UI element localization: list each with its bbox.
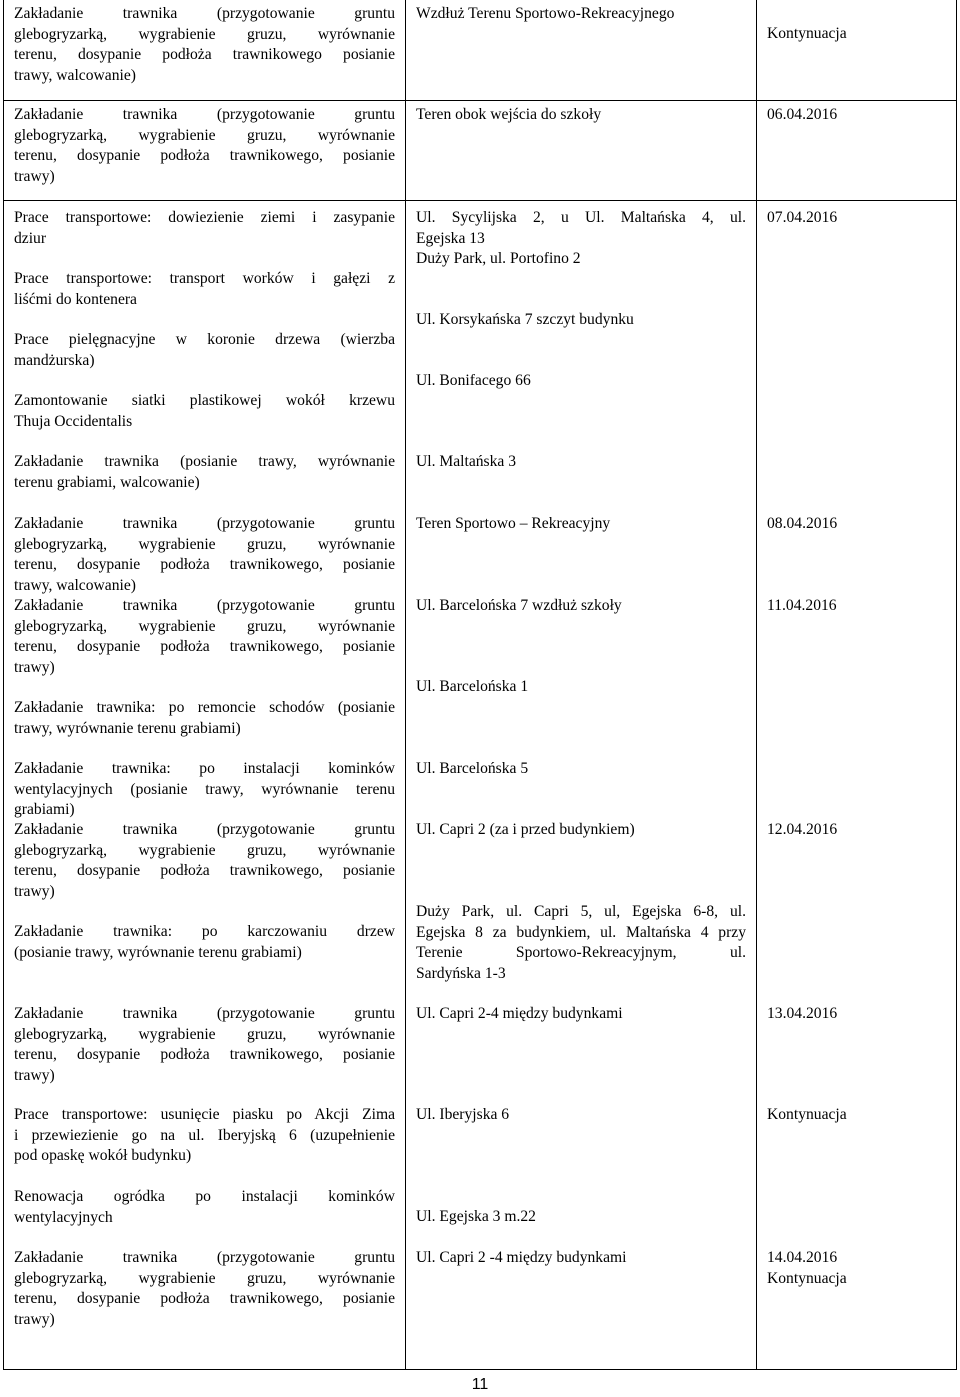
date-cell [767,596,947,617]
location-line: Ul. Barcelońska 7 wzdłuż szkoły [416,597,622,614]
task-line: wentylacyjnych [14,1208,113,1226]
table-border-col2 [756,0,757,1370]
task-cell [14,4,395,86]
date-text: Kontynuacja [767,1106,847,1123]
task-cell [14,208,395,249]
location-cell [416,820,746,841]
task-cell [14,922,395,963]
date-text: 06.04.2016 [767,106,838,123]
location-line: Egejska 8 za budynkiem, ul. Maltańska 4 przy [416,923,746,941]
task-cell [14,1248,395,1330]
date-text: 14.04.2016 [767,1249,838,1266]
task-line: pod opaskę wokół budynku) [14,1147,192,1164]
location-line: Teren obok wejścia do szkoły [416,106,602,123]
task-cell [14,698,395,739]
location-cell [416,1105,746,1126]
date-text: 11.04.2016 [767,597,837,614]
task-line: terenu, dosypanie podłoża trawnikowego, posianie [14,862,395,879]
task-cell [14,1004,395,1086]
task-line: glebogryzarką, wygrabienie gruzu, wyrównanie [14,617,395,635]
task-line: i przewiezienie go na ul. Iberyjską 6 (uzupełnienie [14,1126,395,1144]
task-line: Zakładanie trawnika (przygotowanie gruntu [14,1005,395,1022]
task-line: terenu, dosypanie podłoża trawnikowego, posianie [14,556,395,573]
task-cell [14,105,395,187]
location-line: Terenie Sportowo-Rekreacyjnym, ul. [416,944,746,961]
page-number: 11 [471,1376,489,1393]
date-cell [767,514,947,535]
task-line: Zakładanie trawnika: po remoncie schodów (posianie [14,699,395,716]
date-text: Kontynuacja [767,25,847,42]
task-cell [14,1105,395,1167]
task-line: Zakładanie trawnika (przygotowanie gruntu [14,106,395,123]
location-line: Ul. Sycylijska 2, u Ul. Maltańska 4, ul. [416,209,746,226]
task-line: Zakładanie trawnika (posianie trawy, wyrównanie [14,453,395,470]
task-line: glebogryzarką, wygrabienie gruzu, wyrównanie [14,1269,395,1287]
location-line: Ul. Iberyjska 6 [416,1106,510,1123]
date-cell [767,105,947,126]
task-line: trawy) [14,882,55,900]
date-text: 08.04.2016 [767,515,838,532]
location-line: Sardyńska 1-3 [416,964,506,982]
date-text: 12.04.2016 [767,821,838,838]
task-line: mandżurska) [14,351,95,369]
task-line: Zakładanie trawnika: po instalacji kominków [14,760,395,777]
task-line: Zakładanie trawnika (przygotowanie gruntu [14,515,395,532]
task-cell [14,596,395,678]
task-line: Prace transportowe: dowiezienie ziemi i zasypanie [14,209,395,226]
task-line: terenu, dosypanie podłoża trawnikowego, posianie [14,638,395,655]
location-line: Ul. Capri 2 -4 między budynkami [416,1249,627,1266]
task-line: Prace transportowe: transport worków i gałęzi z [14,270,395,287]
task-line: Prace pielęgnacyjne w koronie drzewa (wierzba [14,331,395,348]
task-line: terenu, dosypanie podłoża trawnikowego posianie [14,46,395,63]
task-line: wentylacyjnych (posianie trawy, wyrównanie terenu [14,780,395,798]
location-line: Duży Park, ul. Portofino 2 [416,250,581,267]
task-line: Zakładanie trawnika: po karczowaniu drzew [14,923,395,940]
location-line: Wzdłuż Terenu Sportowo-Rekreacyjnego [416,5,675,22]
task-line: trawy, wyrównanie terenu grabiami) [14,719,241,737]
location-line: Ul. Korsykańska 7 szczyt budynku [416,311,634,328]
task-line: glebogryzarką, wygrabienie gruzu, wyrównanie [14,841,395,859]
location-cell [416,677,746,698]
location-cell [416,902,746,984]
location-cell [416,452,746,473]
date-text: 07.04.2016 [767,209,838,226]
location-line: Ul. Barcelońska 5 [416,760,529,777]
task-line: glebogryzarką, wygrabienie gruzu, wyrównanie [14,25,395,43]
task-line: grabiami) [14,801,75,818]
location-cell [416,1248,746,1269]
location-cell [416,310,746,331]
task-line: trawy) [14,1310,55,1328]
task-line: terenu, dosypanie podłoża trawnikowego, posianie [14,1046,395,1063]
location-line: Egejska 13 [416,229,485,247]
task-cell [14,759,395,821]
date-cell [767,1248,947,1289]
task-line: glebogryzarką, wygrabienie gruzu, wyrównanie [14,1025,395,1043]
task-line: Zakładanie trawnika (przygotowanie gruntu [14,1249,395,1266]
task-line: Zakładanie trawnika (przygotowanie gruntu [14,597,395,614]
location-cell [416,596,746,617]
task-line: glebogryzarką, wygrabienie gruzu, wyrównanie [14,535,395,553]
task-line: Prace transportowe: usunięcie piasku po Akcji Zima [14,1106,395,1123]
location-cell [416,208,746,270]
table-border-bottom [3,1369,957,1370]
task-line: terenu grabiami, walcowanie) [14,473,200,491]
task-line: trawy) [14,658,55,676]
date-text: 13.04.2016 [767,1005,838,1022]
task-line: (posianie trawy, wyrównanie terenu grabiami) [14,943,302,961]
row-separator-2 [3,200,957,201]
date-cell [767,1004,947,1025]
location-line: Teren Sportowo – Rekreacyjny [416,515,611,532]
task-line: Thuja Occidentalis [14,412,133,430]
task-line: trawy, walcowanie) [14,576,136,594]
task-line: trawy) [14,167,55,185]
task-cell [14,269,395,310]
row-separator-1 [3,100,957,101]
date-cell [767,24,947,45]
location-cell [416,371,746,392]
location-cell [416,759,746,780]
task-line: glebogryzarką, wygrabienie gruzu, wyrównanie [14,126,395,144]
location-line: Ul. Barcelońska 1 [416,678,529,695]
table-border-col1 [405,0,406,1370]
table-border-right [956,0,957,1370]
task-line: terenu, dosypanie podłoża trawnikowego, posianie [14,1290,395,1307]
task-cell [14,820,395,902]
task-line: Renowacja ogródka po instalacji kominków [14,1188,395,1205]
task-line: terenu, dosypanie podłoża trawnikowego, posianie [14,147,395,164]
location-line: Ul. Bonifacego 66 [416,372,531,389]
task-cell [14,514,395,596]
location-cell [416,1004,746,1025]
task-line: Zakładanie trawnika (przygotowanie gruntu [14,5,395,22]
task-line: Zamontowanie siatki plastikowej wokół krzewu [14,392,395,409]
location-cell [416,1207,746,1228]
date-cell [767,820,947,841]
task-cell [14,1187,395,1228]
location-line: Duży Park, ul. Capri 5, ul, Egejska 6-8, ul. [416,903,746,920]
task-cell [14,452,395,493]
task-line: Zakładanie trawnika (przygotowanie gruntu [14,821,395,838]
date-text: Kontynuacja [767,1269,847,1287]
table-border-left [3,0,4,1370]
task-line: liśćmi do kontenera [14,290,137,308]
date-cell [767,1105,947,1126]
location-cell [416,105,746,126]
task-line: trawy, walcowanie) [14,66,136,84]
task-cell [14,391,395,432]
location-cell [416,4,746,25]
location-cell [416,514,746,535]
date-cell [767,208,947,229]
location-line: Ul. Capri 2-4 między budynkami [416,1005,623,1022]
task-line: trawy) [14,1066,55,1084]
task-line: dziur [14,229,47,247]
task-cell [14,330,395,371]
location-line: Ul. Capri 2 (za i przed budynkiem) [416,821,635,838]
location-line: Ul. Egejska 3 m.22 [416,1208,536,1225]
location-line: Ul. Maltańska 3 [416,453,517,470]
